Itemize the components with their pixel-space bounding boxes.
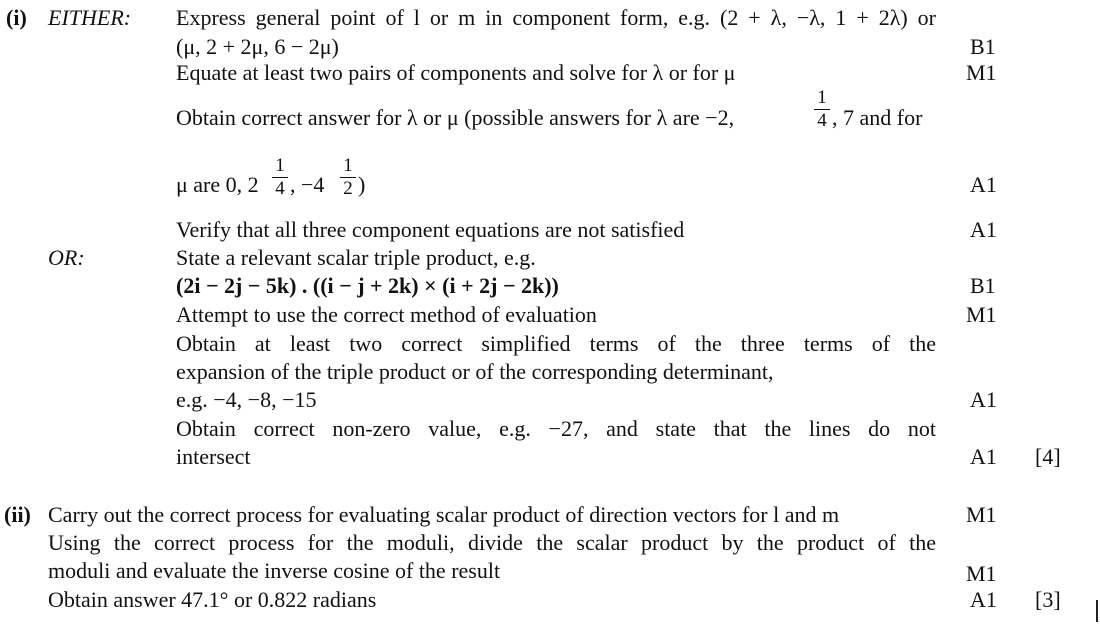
either-line-4b: , 7 and for [832,105,923,130]
or-line-6: e.g. −4, −8, −15 [176,387,317,412]
fraction-half [340,156,356,199]
or-line-8: intersect [176,444,251,469]
either-line-5-pre: μ are 0, 2 [176,172,259,197]
either-line-4a: Obtain correct answer for λ or μ (possible answers for λ are −2, [176,105,735,130]
fraction-quarter-2 [272,156,288,199]
either-label: EITHER: [48,5,132,30]
either-line-2: (μ, 2 + 2μ, 6 − 2μ) [176,34,339,59]
ii-line-3: moduli and evaluate the inverse cosine of the result [48,558,501,583]
part-ii-total: [3] [1035,587,1061,612]
part-i-total: [4] [1035,444,1061,469]
ii-line-4: Obtain answer 47.1° or 0.822 radians [48,587,377,612]
ii-line-2: Using the correct process for the moduli, divide the scalar product by the product of the [48,530,936,555]
part-ii-label: (ii) [4,502,31,527]
ii-line-1: Carry out the correct process for evaluating scalar product of direction vectors for l and m [48,502,840,527]
mark-m1: M1 [966,561,997,586]
or-line-4: Obtain at least two correct simplified terms of the three terms of the [176,331,936,356]
fraction-denominator: 4 [817,110,827,131]
or-line-5: expansion of the triple product or of the corresponding determinant, [176,359,774,384]
or-label: OR: [48,245,85,270]
mark-b1: B1 [970,273,996,298]
mark-a1: A1 [970,387,997,412]
fraction-numerator: 1 [817,87,827,108]
fraction-quarter [814,88,830,131]
either-line-5-mid: , −4 [290,172,325,197]
either-line-1: Express general point of l or m in component form, e.g. (2 + λ, −λ, 1 + 2λ) or [176,5,936,30]
or-line-7: Obtain correct non-zero value, e.g. −27, and state that the lines do not [176,416,936,441]
either-line-5-post: ) [358,172,366,197]
mark-b1: B1 [970,34,996,59]
fraction-numerator: 1 [343,155,353,176]
part-i-label: (i) [6,5,27,30]
mark-m1: M1 [966,302,997,327]
or-line-1: State a relevant scalar triple product, e.g. [176,245,536,270]
mark-a1: A1 [970,587,997,612]
or-line-3: Attempt to use the correct method of evaluation [176,302,597,327]
mark-a1: A1 [970,217,997,242]
text-cursor [1096,600,1098,622]
or-line-2: (2i − 2j − 5k) . ((i − j + 2k) × (i + 2j − 2k)) [176,273,559,298]
fraction-denominator: 2 [343,178,353,199]
fraction-numerator: 1 [275,155,285,176]
mark-m1: M1 [966,60,997,85]
either-line-6: Verify that all three component equations are not satisfied [176,217,685,242]
mark-a1: A1 [970,444,997,469]
fraction-denominator: 4 [275,178,285,199]
mark-m1: M1 [966,502,997,527]
either-line-3: Equate at least two pairs of components and solve for λ or for μ [176,60,736,85]
mark-a1: A1 [970,172,997,197]
